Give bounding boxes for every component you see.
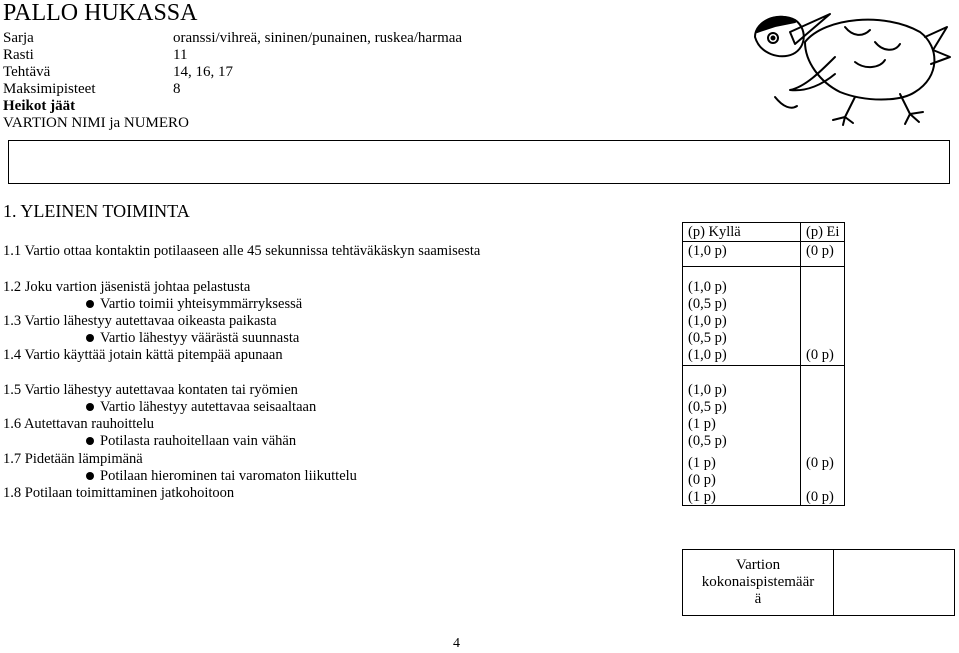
item-1-7-sub: Potilaan hierominen tai varomaton liikuttelu [86,468,357,485]
task-label: Tehtävä [3,64,51,80]
total-score-table [682,549,955,616]
score-1-7-no: (0 p) [806,455,834,471]
score-1-6-yes: (1 p) [688,416,716,432]
column-divider [800,240,801,505]
scenario-label: Heikot jäät [3,98,76,114]
score-1-5-yes: (1,0 p) [688,382,727,398]
score-1-1-yes: (1,0 p) [688,243,727,259]
score-1-2-sub-yes: (0,5 p) [688,296,727,312]
item-1-4: 1.4 Vartio käyttää jotain kättä pitempää apunaan [3,347,283,363]
score-1-3-yes: (1,0 p) [688,313,727,329]
item-1-5: 1.5 Vartio lähestyy autettavaa kontaten tai ryömien [3,382,298,398]
item-1-6-sub: Potilasta rauhoitellaan vain vähän [86,433,296,450]
page-number: 4 [453,636,460,651]
item-1-2: 1.2 Joku vartion jäsenistä johtaa pelastusta [3,279,251,295]
score-1-8-yes: (1 p) [688,489,716,505]
score-1-7-yes: (1 p) [688,455,716,471]
series-label: Sarja [3,30,34,46]
score-table [682,222,845,242]
series-value: oranssi/vihreä, sininen/punainen, ruskea/harmaa [173,30,463,46]
item-1-3: 1.3 Vartio lähestyy autettavaa oikeasta paikasta [3,313,277,329]
score-1-5-sub-yes: (0,5 p) [688,399,727,415]
bullet-icon [86,437,94,445]
item-1-6: 1.6 Autettavan rauhoittelu [3,416,155,432]
score-1-4-no: (0 p) [806,347,834,363]
score-header-yes: (p) Kyllä [683,223,801,242]
checkpoint-value: 11 [173,47,188,63]
item-1-1: 1.1 Vartio ottaa kontaktin potilaaseen alle 45 sekunnissa tehtäväkäskyn saamisesta [3,243,481,259]
team-name-field[interactable] [8,140,950,184]
score-header-no: (p) Ei [801,223,845,242]
score-1-2-yes: (1,0 p) [688,279,727,295]
item-1-3-sub: Vartio lähestyy väärästä suunnasta [86,330,299,347]
max-points-label: Maksimipisteet [3,81,96,97]
task-value: 14, 16, 17 [173,64,233,80]
score-1-7-sub-yes: (0 p) [688,472,716,488]
score-1-4-yes: (1,0 p) [688,347,727,363]
page-title: PALLO HUKASSA [3,0,198,26]
team-name-label: VARTION NIMI ja NUMERO [3,115,189,131]
row-divider [683,266,844,267]
total-score-label: Vartion kokonaispistemäär ä [683,550,834,616]
score-1-8-no: (0 p) [806,489,834,505]
score-1-1-no: (0 p) [806,243,834,259]
item-1-8: 1.8 Potilaan toimittaminen jatkohoitoon [3,485,235,501]
score-1-3-sub-yes: (0,5 p) [688,330,727,346]
bullet-icon [86,472,94,480]
row-divider [683,365,844,366]
section-title: 1. YLEINEN TOIMINTA [3,201,190,221]
max-points-value: 8 [173,81,181,97]
checkpoint-label: Rasti [3,47,34,63]
total-score-field[interactable] [834,550,955,616]
bullet-icon [86,300,94,308]
item-1-7: 1.7 Pidetään lämpimänä [3,451,143,467]
item-1-2-sub: Vartio toimii yhteisymmärryksessä [86,296,302,313]
bullet-icon [86,403,94,411]
bullet-icon [86,334,94,342]
bird-cartoon-illustration [735,2,955,127]
score-1-6-sub-yes: (0,5 p) [688,433,727,449]
item-1-5-sub: Vartio lähestyy autettavaa seisaaltaan [86,399,316,416]
